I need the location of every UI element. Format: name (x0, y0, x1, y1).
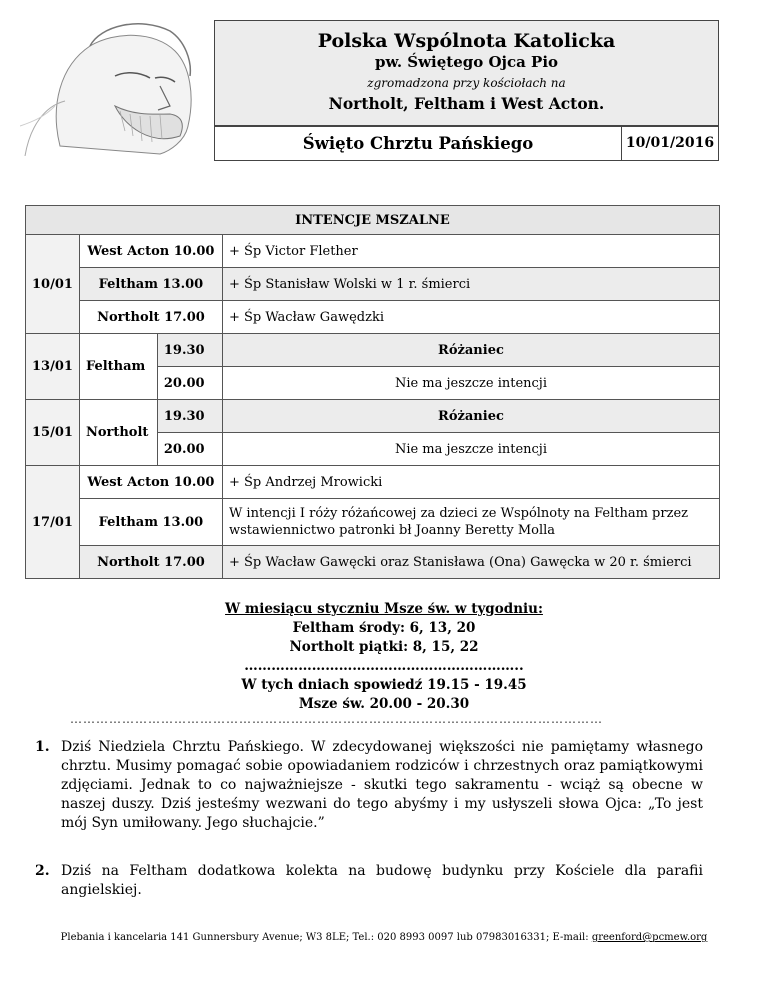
table-row (26, 301, 720, 334)
footer (0, 932, 768, 943)
feast-name: Święto Chrztu Pańskiego (302, 134, 534, 153)
table-row (26, 466, 720, 499)
intention-cell: + Śp Wacław Gawędzki (222, 301, 719, 334)
place-cell: Northolt (79, 400, 157, 466)
feast-date: 10/01/2016 (621, 127, 718, 160)
community-gathered: zgromadzona przy kościołach na (367, 76, 566, 90)
table-row (26, 400, 720, 433)
intention-cell: + Śp Stanisław Wolski w 1 r. śmierci (222, 268, 719, 301)
day-cell: 15/01 (26, 400, 80, 466)
intentions-header-row (26, 206, 720, 235)
day-cell: 10/01 (26, 235, 80, 334)
place-cell: Feltham (79, 334, 157, 400)
announcement-2 (35, 862, 703, 900)
table-row (26, 268, 720, 301)
announcement-number: 1. (35, 739, 50, 755)
intention-cell: Nie ma jeszcze intencji (222, 367, 719, 400)
place-time-cell: Feltham 13.00 (79, 499, 222, 546)
feltham-dates: Feltham środy: 6, 13, 20 (292, 620, 476, 636)
intention-cell: W intencji I róży różańcowej za dzieci ze Wspólnoty na Feltham przez wstawiennictwo patronki bł Joanny Beretty Molla (222, 499, 719, 546)
announcement-1 (35, 738, 703, 833)
announcement-text: Dziś na Feltham dodatkowa kolekta na budowę budynku przy Kościele dla parafii angielskiej. (61, 863, 703, 898)
intentions-heading: INTENCJE MSZALNE (26, 206, 720, 235)
place-time-cell: West Acton 10.00 (79, 235, 222, 268)
announcement-number: 2. (35, 863, 50, 879)
place-time-cell: Feltham 13.00 (79, 268, 222, 301)
intentions-table (25, 205, 720, 579)
community-patron: pw. Świętego Ojca Pio (374, 53, 559, 71)
time-cell: 20.00 (157, 367, 222, 400)
place-time-cell: Northolt 17.00 (79, 301, 222, 334)
time-cell: 19.30 (157, 334, 222, 367)
feast-box (214, 126, 719, 161)
time-cell: 20.00 (157, 433, 222, 466)
intention-cell: + Śp Andrzej Mrowicki (222, 466, 719, 499)
confession-times: W tych dniach spowiedź 19.15 - 19.45 (241, 677, 527, 693)
table-row (26, 334, 720, 367)
dotted-separator-wide: …………………………………………………………………………………………………………… (70, 712, 603, 726)
intention-cell: Różaniec (222, 400, 719, 433)
community-title: Polska Wspólnota Katolicka (317, 30, 616, 52)
footer-email-link[interactable]: greenford@pcmew.org (591, 932, 708, 943)
intention-cell: + Śp Victor Flether (222, 235, 719, 268)
day-cell: 13/01 (26, 334, 80, 400)
intention-cell: Nie ma jeszcze intencji (222, 433, 719, 466)
community-places: Northolt, Feltham i West Acton. (328, 94, 605, 113)
place-time-cell: Northolt 17.00 (79, 546, 222, 579)
table-row (26, 235, 720, 268)
time-cell: 19.30 (157, 400, 222, 433)
mass-times: Msze św. 20.00 - 20.30 (298, 696, 470, 712)
northolt-dates: Northolt piątki: 8, 15, 22 (289, 639, 479, 655)
header-box (214, 20, 719, 126)
day-cell: 17/01 (26, 466, 80, 579)
announcement-text: Dziś Niedziela Chrztu Pańskiego. W zdecydowanej większości nie pamiętamy własnego chrztu. Musimy pomagać sobie opowiadaniem rodziców i chrzestnych oraz pamiątkowymi zdjęciami. Jednak to co najważniejsze - skutki tego sakramentu - wciąż są obecne w naszej duszy. Dziś jesteśmy wezwani do tego abyśmy i my usłyszeli słowa Ojca: „To jest mój Syn umiłowany. Jego słuchajcie.” (61, 739, 703, 831)
weekday-mass-info (0, 600, 768, 714)
intention-cell: + Śp Wacław Gawęcki oraz Stanisława (Ona) Gawęcka w 20 r. śmierci (222, 546, 719, 579)
place-time-cell: West Acton 10.00 (79, 466, 222, 499)
dotted-separator: …………………………………………………….. (244, 658, 524, 674)
weekday-mass-heading: W miesiącu styczniu Msze św. w tygodniu: (225, 601, 543, 617)
intention-cell: Różaniec (222, 334, 719, 367)
footer-address: Plebania i kancelaria 141 Gunnersbury Avenue; W3 8LE; Tel.: 020 8993 0097 lub 07983016331; E-mail: (60, 932, 592, 943)
table-row (26, 546, 720, 579)
padre-pio-portrait (20, 6, 210, 156)
table-row (26, 499, 720, 546)
